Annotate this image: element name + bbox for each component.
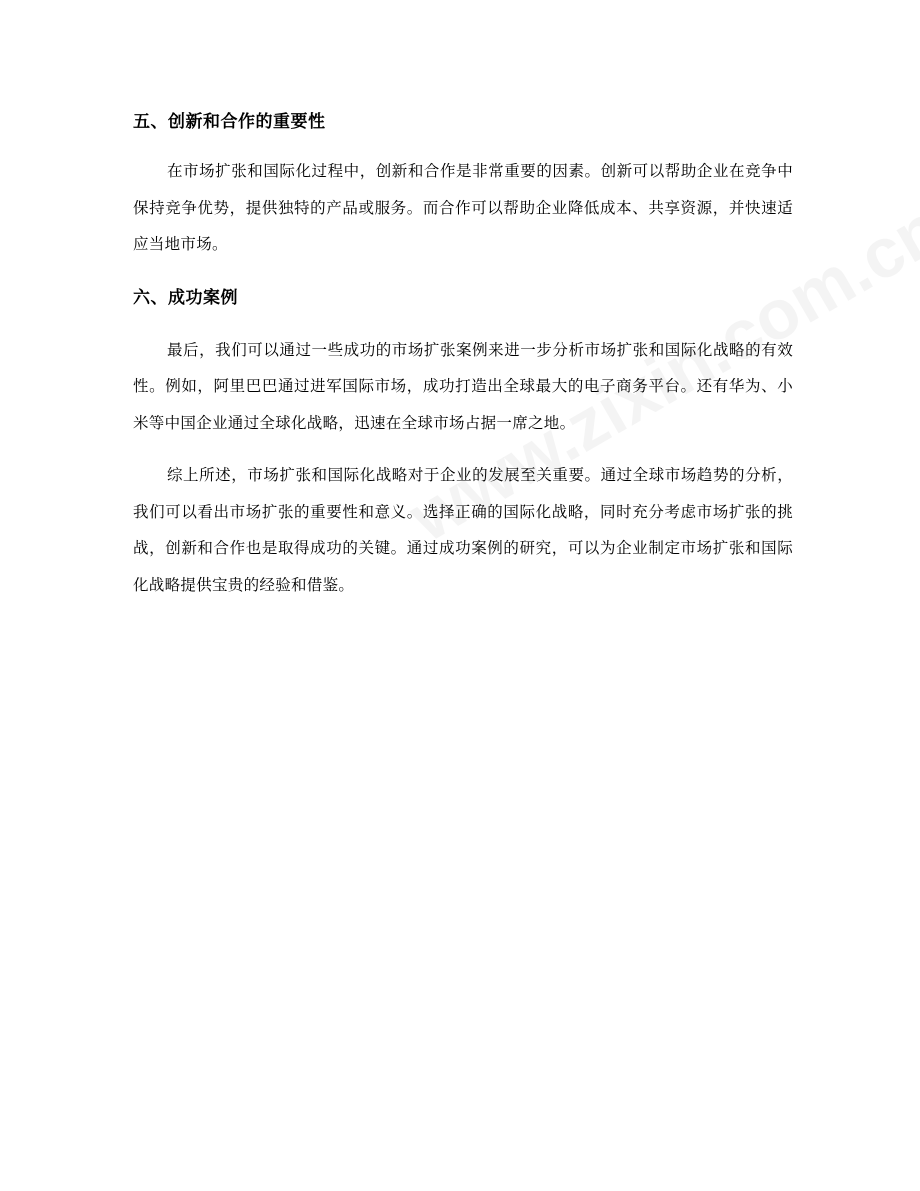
- section-heading-innovation: 五、创新和合作的重要性: [133, 112, 326, 132]
- paragraph-conclusion: 综上所述，市场扩张和国际化战略对于企业的发展至关重要。通过全球市场趋势的分析，我们可以看出市场扩张的重要性和意义。选择正确的国际化战略，同时充分考虑市场扩张的挑战，创新和合作也是取得成功的关键。通过成功案例的研究，可以为企业制定市场扩张和国际化战略提供宝贵的经验和借鉴。: [133, 466, 793, 594]
- paragraph-innovation: 在市场扩张和国际化过程中，创新和合作是非常重要的因素。创新可以帮助企业在竞争中保持竞争优势，提供独特的产品或服务。而合作可以帮助企业降低成本、共享资源，并快速适应当地市场。: [133, 162, 793, 253]
- document-body: [133, 108, 793, 603]
- paragraph-success-cases: 最后，我们可以通过一些成功的市场扩张案例来进一步分析市场扩张和国际化战略的有效性。例如，阿里巴巴通过进军国际市场，成功打造出全球最大的电子商务平台。还有华为、小米等中国企业通过全球化战略，迅速在全球市场占据一席之地。: [133, 340, 793, 432]
- section-heading-success-cases: 六、成功案例: [133, 287, 238, 308]
